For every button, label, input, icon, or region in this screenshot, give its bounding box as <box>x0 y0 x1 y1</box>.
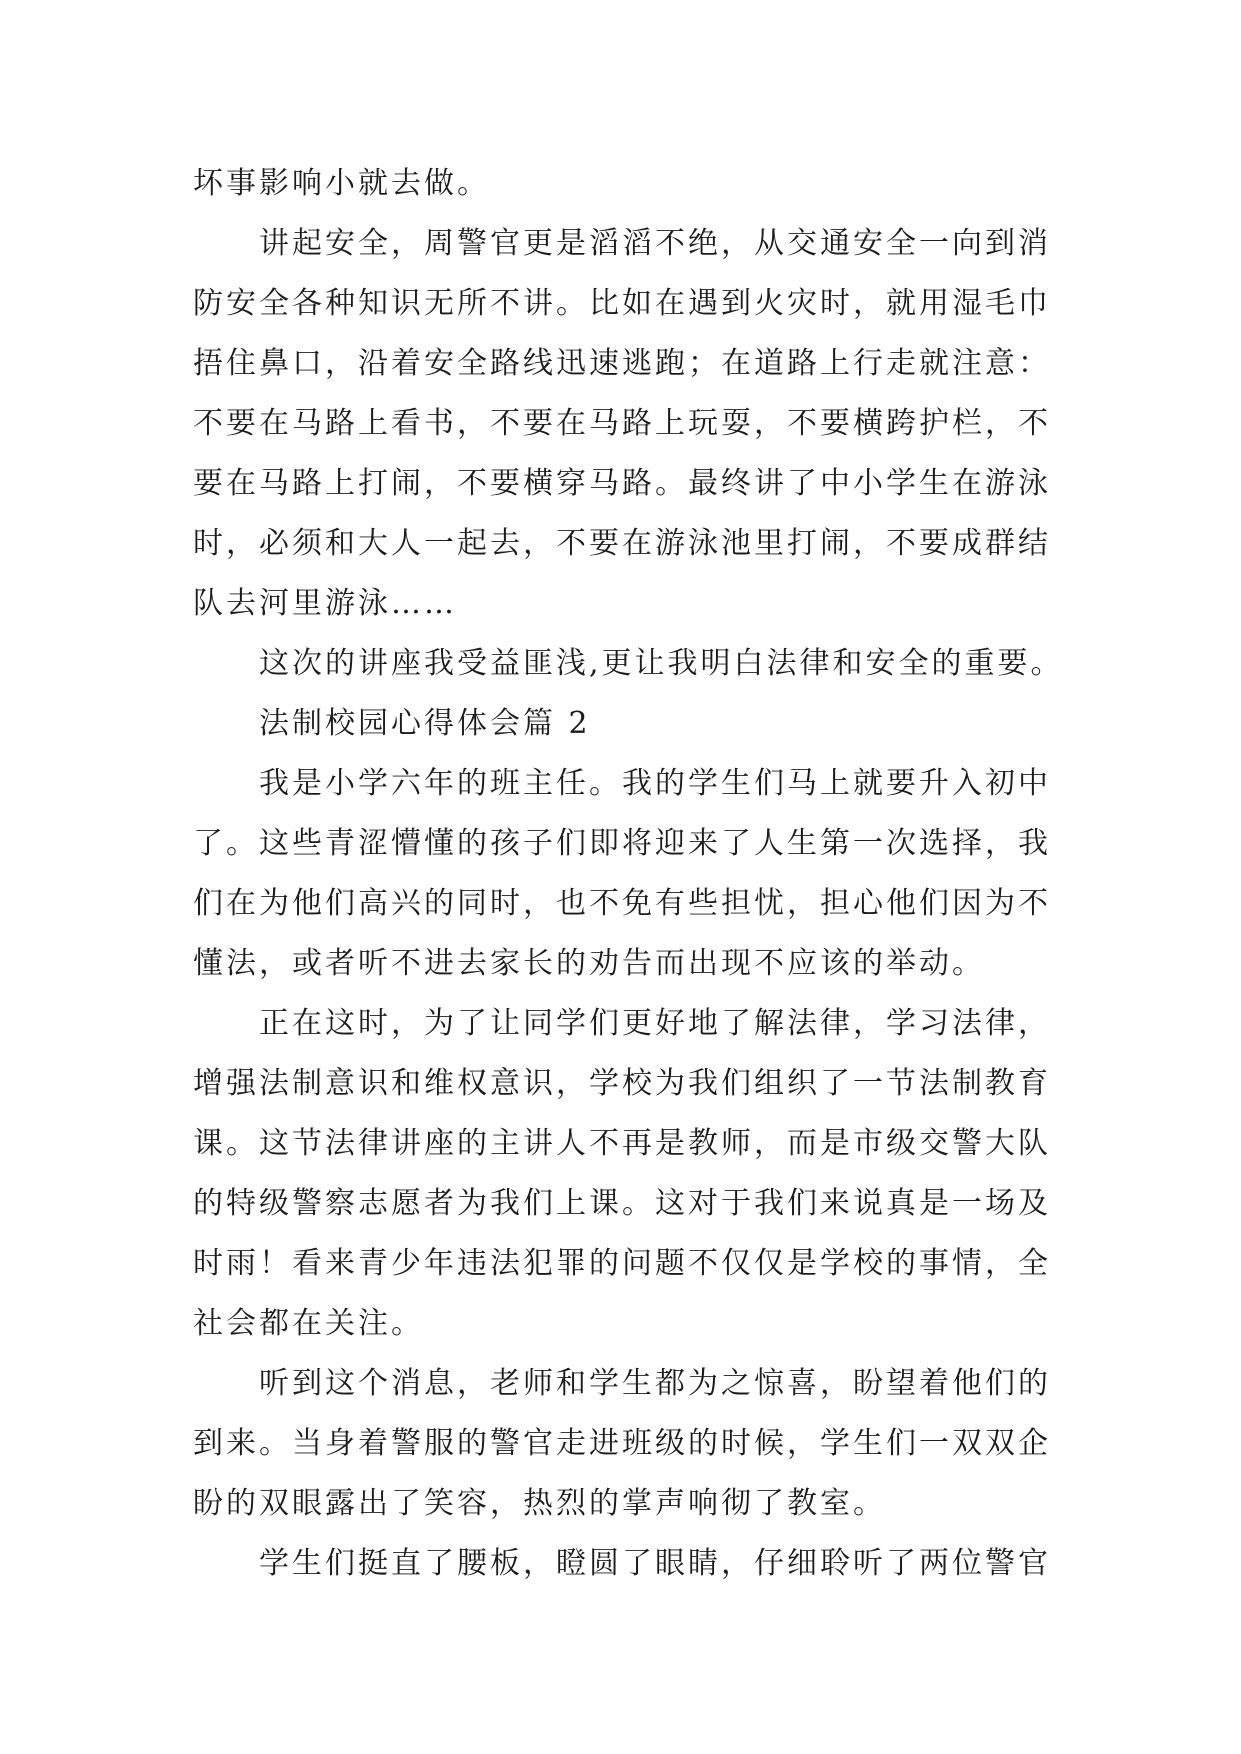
paragraph <box>193 994 1073 1354</box>
paragraph-line: 的特级警察志愿者为我们上课。这对于我们来说真是一场及 <box>193 1186 1051 1221</box>
paragraph-line: 坏事影响小就去做。 <box>193 166 490 201</box>
paragraph-line: 正在这时，为了让同学们更好地了解法律，学习法律， <box>259 1006 1051 1041</box>
paragraph-line: 这次的讲座我受益匪浅,更让我明白法律和安全的重要。 <box>259 646 1064 681</box>
paragraph-line: 课。这节法律讲座的主讲人不再是教师，而是市级交警大队 <box>193 1126 1051 1161</box>
paragraph-line: 到来。当身着警服的警官走进班级的时候，学生们一双双企 <box>193 1426 1051 1461</box>
paragraph <box>193 754 1073 994</box>
paragraph-line: 盼的双眼露出了笑容，热烈的掌声响彻了教室。 <box>193 1486 886 1521</box>
paragraph <box>193 214 1073 634</box>
paragraph-line: 听到这个消息，老师和学生都为之惊喜，盼望着他们的 <box>259 1366 1051 1401</box>
paragraph <box>193 1534 1073 1594</box>
paragraph-line: 学生们挺直了腰板，瞪圆了眼睛，仔细聆听了两位警官 <box>259 1546 1051 1581</box>
paragraph <box>193 1354 1073 1534</box>
paragraph <box>193 634 1073 694</box>
paragraph-line: 社会都在关注。 <box>193 1306 424 1341</box>
section-heading <box>193 694 1073 754</box>
paragraph-line: 增强法制意识和维权意识，学校为我们组织了一节法制教育 <box>193 1066 1051 1101</box>
section-heading-text: 法制校园心得体会篇 2 <box>259 706 591 741</box>
paragraph-line: 讲起安全，周警官更是滔滔不绝，从交通安全一向到消 <box>259 226 1051 261</box>
paragraph-line: 捂住鼻口，沿着安全路线迅速逃跑；在道路上行走就注意： <box>193 346 1051 381</box>
paragraph <box>193 154 1073 214</box>
paragraph-line: 队去河里游泳…… <box>193 586 457 621</box>
paragraph-line: 们在为他们高兴的同时，也不免有些担忧，担心他们因为不 <box>193 886 1051 921</box>
paragraph-line: 我是小学六年的班主任。我的学生们马上就要升入初中 <box>259 766 1051 801</box>
paragraph-line: 时雨！看来青少年违法犯罪的问题不仅仅是学校的事情，全 <box>193 1246 1051 1281</box>
document-body <box>193 154 1073 1594</box>
paragraph-line: 懂法，或者听不进去家长的劝告而出现不应该的举动。 <box>193 946 985 981</box>
paragraph-line: 了。这些青涩懵懂的孩子们即将迎来了人生第一次选择，我 <box>193 826 1051 861</box>
paragraph-line: 不要在马路上看书，不要在马路上玩耍，不要横跨护栏，不 <box>193 406 1051 441</box>
paragraph-line: 要在马路上打闹，不要横穿马路。最终讲了中小学生在游泳 <box>193 466 1051 501</box>
paragraph-line: 防安全各种知识无所不讲。比如在遇到火灾时，就用湿毛巾 <box>193 286 1051 321</box>
paragraph-line: 时，必须和大人一起去，不要在游泳池里打闹，不要成群结 <box>193 526 1051 561</box>
